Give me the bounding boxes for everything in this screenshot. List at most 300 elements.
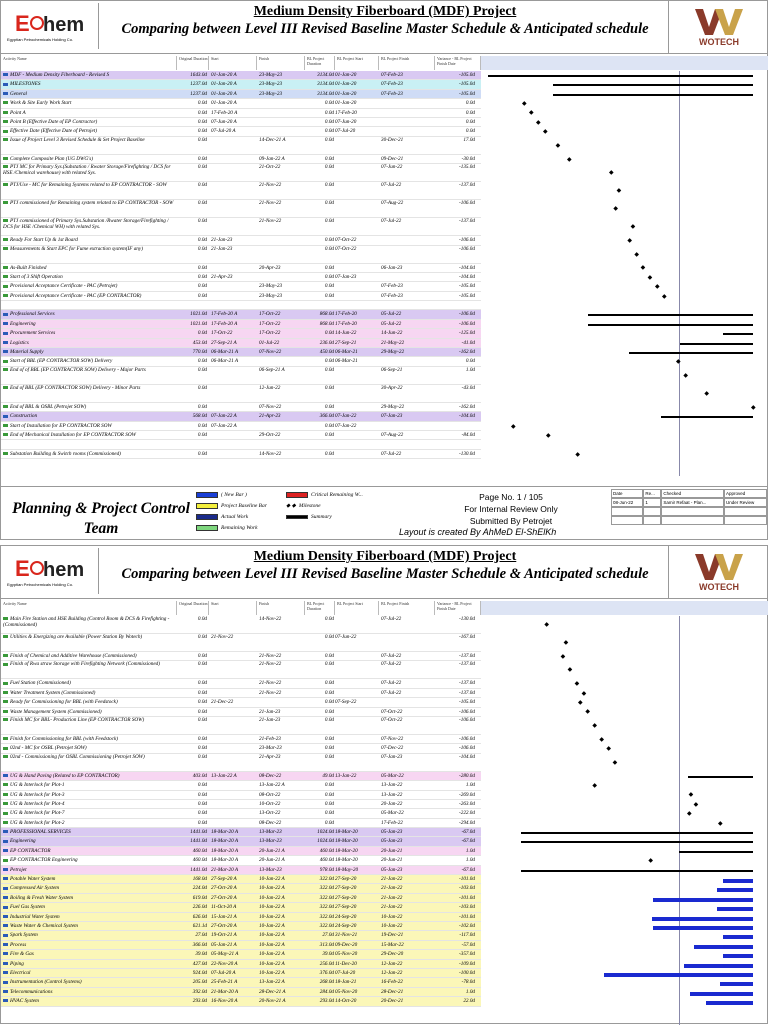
table-row	[1, 772, 481, 781]
original-duration-cell: 0.0d	[197, 810, 207, 817]
activity-icon	[3, 774, 8, 777]
submitted-by: Submitted By Petrojet	[469, 516, 553, 526]
project-title: Medium Density Fiberboard (MDF) Project	[253, 4, 517, 19]
original-duration-cell: 366.0d	[192, 941, 207, 948]
summary-bar	[652, 917, 753, 921]
original-duration-cell: 0.0d	[197, 819, 207, 826]
variance-cell: -263.0d	[459, 800, 475, 807]
bl-finish-cell: 07-Jul-22	[381, 182, 402, 189]
col-bl-start: BL Project Start	[335, 56, 379, 70]
start-date-cell: 11-Oct-20 A	[211, 904, 237, 911]
activity-icon	[3, 360, 8, 363]
bl-duration-cell: 0.0d	[324, 819, 334, 826]
original-duration-cell: 0.0d	[197, 273, 207, 280]
table-row	[1, 450, 481, 459]
activity-icon	[3, 990, 8, 993]
activity-icon	[3, 821, 8, 824]
bl-duration-cell: 3134.0d	[317, 90, 334, 97]
activity-icon	[3, 424, 8, 427]
activity-icon	[3, 934, 8, 937]
finish-date-cell: 17-Oct-22	[259, 330, 281, 337]
original-duration-cell: 226.0d	[192, 904, 207, 911]
variance-cell: -125.0d	[459, 330, 475, 337]
finish-date-cell: 21-Feb-23	[259, 735, 281, 742]
activity-icon	[3, 405, 8, 408]
bl-duration-cell: 0.0d	[324, 708, 334, 715]
bl-duration-cell: 322.0d	[319, 904, 334, 911]
bl-duration-cell: 460.0d	[319, 857, 334, 864]
gantt-chart-page-2	[481, 616, 768, 1025]
start-date-cell: 27-Oct-20 A	[211, 894, 237, 901]
milestone-diamond: ◆	[585, 709, 590, 716]
finish-date-cell: 10-Oct-22	[259, 800, 281, 807]
table-row	[1, 329, 481, 338]
col-start-2: Start	[209, 601, 257, 615]
table-row	[1, 118, 481, 127]
original-duration-cell: 0.0d	[197, 218, 207, 225]
original-duration-cell: 0.0d	[197, 753, 207, 760]
bl-start-cell: 14-Oct-20	[335, 998, 357, 1005]
table-row	[1, 292, 481, 301]
bl-start-cell: 07-Jun-20	[335, 118, 357, 125]
activity-name-cell: Ready for Commissioning for BBL (with Feedstock)	[3, 698, 175, 707]
col-variance-2: Variance - BL Project Finish Date	[435, 601, 481, 615]
activity-name-cell: Start of BBL (EP CONTRACTOR SOW) Delivery	[3, 357, 175, 366]
project-title-2: Medium Density Fiberboard (MDF) Project	[253, 549, 517, 564]
table-row	[1, 236, 481, 245]
bl-start-cell: 18-Mar-20	[335, 847, 358, 854]
activity-icon	[3, 238, 8, 241]
original-duration-cell: 1021.0d	[190, 320, 207, 327]
original-duration-cell: 0.0d	[197, 689, 207, 696]
bl-finish-cell: 05-Jan-23	[381, 838, 403, 845]
layout-credit: Layout is created By AhMeD El-ShElKh	[399, 527, 557, 537]
activity-icon	[3, 700, 8, 703]
milestone-diamond: ◆	[688, 792, 694, 799]
bl-duration-cell: 366.0d	[319, 413, 334, 420]
activity-name-cell: Fire & Gas	[3, 950, 175, 959]
legend-baseline: Project Baseline Bar	[196, 501, 267, 511]
bl-finish-cell: 21-Jan-22	[381, 904, 403, 911]
summary-bar	[588, 314, 753, 316]
finish-date-cell: 08-Dec-22	[259, 819, 282, 826]
finish-date-cell: 20-Nov-21 A	[259, 998, 286, 1005]
table-row	[1, 997, 481, 1006]
bl-finish-cell: 05-Jan-23	[381, 866, 403, 873]
activity-icon	[3, 452, 8, 455]
table-row	[1, 109, 481, 118]
finish-date-cell: 21-Oct-22	[259, 164, 281, 171]
original-duration-cell: 205.0d	[192, 979, 207, 986]
variance-cell: -104.0d	[459, 753, 475, 760]
table-row	[1, 903, 481, 912]
variance-cell: -102.0d	[459, 922, 475, 929]
bl-duration-cell: 322.0d	[319, 922, 334, 929]
variance-cell: -106.0d	[459, 245, 475, 252]
table-row	[1, 357, 481, 366]
bl-finish-cell: 05-Mar-22	[381, 772, 404, 779]
start-date-cell: 07-Jul-20 A	[211, 969, 236, 976]
activity-icon	[3, 285, 8, 288]
variance-cell: -106.0d	[459, 237, 475, 244]
start-date-cell: 01-Jan-20 A	[211, 72, 237, 78]
milestone-diamond: ◆	[634, 251, 639, 258]
activity-name-cell: Process	[3, 941, 175, 950]
variance-cell: -103.0d	[459, 904, 475, 911]
bl-duration-cell: 0.0d	[324, 653, 334, 659]
bl-start-cell: 07-Jul-20	[335, 969, 356, 976]
bl-duration-cell: 0.0d	[324, 128, 334, 135]
bl-finish-cell: 07-Jul-22	[381, 218, 402, 225]
activity-name-cell: Engineering	[3, 837, 175, 846]
activity-name-cell: UG & Interlock for Plot-2	[3, 819, 175, 828]
original-duration-cell: 0.0d	[197, 431, 207, 438]
activity-icon	[3, 943, 8, 946]
original-duration-cell: 427.0d	[192, 960, 207, 967]
bl-duration-cell: 0.0d	[324, 422, 334, 429]
variance-cell: -137.0d	[459, 689, 475, 696]
wotech-logo-2	[668, 546, 768, 598]
bl-finish-cell: 14-Jun-22	[381, 330, 403, 337]
milestone-diamond: ◆	[704, 391, 709, 397]
bl-finish-cell: 20-Jun-21	[381, 857, 403, 864]
finish-date-cell: 21-Jan-23	[259, 708, 281, 715]
table-row	[1, 164, 481, 182]
table-row	[1, 781, 481, 790]
bl-duration-cell: 0.0d	[324, 735, 334, 742]
rev-checked: Samir Refaat - Plan...	[661, 498, 724, 507]
finish-date-cell: 23-May-23	[259, 81, 283, 88]
start-date-cell: 01-Jan-20 A	[211, 81, 237, 88]
activity-name-cell: Electrical	[3, 969, 175, 978]
bl-duration-cell: 27.0d	[322, 932, 334, 939]
col-original-duration-2: Original Duration	[177, 601, 209, 615]
activity-icon	[3, 157, 8, 160]
activity-icon	[3, 915, 8, 918]
summary-bar	[521, 841, 753, 843]
start-date-cell: 27-Sep-20 A	[211, 876, 237, 883]
table-row	[1, 847, 481, 856]
bl-start-cell: 05-Nov-20	[335, 988, 358, 995]
table-row	[1, 941, 481, 950]
variance-cell: -222.0d	[459, 810, 475, 817]
variance-cell: -137.0d	[459, 661, 475, 668]
table-row	[1, 969, 481, 978]
finish-date-cell: 21-Nov-22	[259, 200, 282, 207]
activity-name-cell: PTJ commissioned of Primary Sys.Substation /Rwater Storage/Firefighting / DCS for HSE /Chemical WH) with related Sys.	[3, 218, 169, 231]
page-number: Page No. 1 / 105	[479, 492, 543, 502]
bl-finish-cell: 30-Apr-22	[381, 384, 403, 391]
summary-bar	[723, 935, 753, 939]
original-duration-cell: 0.0d	[197, 164, 207, 171]
bl-finish-cell: 07-Jul-22	[381, 450, 402, 457]
summary-bar	[720, 982, 753, 986]
activity-name-cell: HVAC System	[3, 997, 175, 1006]
finish-date-cell: 13-Jan-22 A	[259, 782, 285, 789]
table-row	[1, 218, 481, 236]
bl-finish-cell: 28-Dec-21	[381, 988, 404, 995]
table-row	[1, 264, 481, 273]
svg-text:hem: hem	[43, 14, 85, 36]
activity-name-cell: Piping	[3, 960, 175, 969]
bl-finish-cell: 13-Jan-22	[381, 782, 403, 789]
table-row	[1, 791, 481, 800]
activity-icon	[3, 101, 8, 104]
variance-cell: -104.0d	[459, 273, 475, 280]
bl-duration-cell: 0.0d	[324, 745, 334, 752]
start-date-cell: 21-Jan-23	[211, 237, 233, 244]
summary-bar	[521, 832, 753, 834]
col-start: Start	[209, 56, 257, 70]
activity-icon	[3, 971, 8, 974]
schedule-page-2	[0, 545, 768, 1024]
table-row	[1, 310, 481, 319]
finish-date-cell: 20-Jun-21 A	[259, 857, 285, 864]
bl-duration-cell: 978.0d	[319, 866, 334, 873]
table-row	[1, 246, 481, 264]
original-duration-cell: 0.0d	[197, 800, 207, 807]
table-row	[1, 931, 481, 940]
activity-icon	[3, 165, 8, 168]
finish-date-cell: 23-May-23	[259, 90, 283, 97]
finish-date-cell: 13-Mar-23	[259, 829, 282, 836]
original-duration-cell: 0.0d	[197, 699, 207, 706]
activity-icon	[3, 906, 8, 909]
activity-name-cell: EP CONTRACTOR Engineering	[3, 856, 175, 865]
finish-date-cell: 13-Mar-23	[259, 838, 282, 845]
activity-icon	[3, 111, 8, 114]
bl-duration-cell: 322.0d	[319, 913, 334, 920]
variance-cell: -104.0d	[459, 264, 475, 271]
bl-start-cell: 27-Sep-20	[335, 876, 357, 883]
variance-cell: -67.0d	[461, 838, 475, 845]
bl-duration-cell: 3134.0d	[317, 72, 334, 78]
bl-start-cell: 07-Jan-23	[335, 273, 357, 280]
table-row	[1, 200, 481, 218]
bl-finish-cell: 12-Jan-22	[381, 960, 403, 967]
bl-duration-cell: 0.0d	[324, 273, 334, 280]
original-duration-cell: 460.0d	[192, 847, 207, 854]
bl-finish-cell: 07-Aug-22	[381, 431, 404, 438]
activity-icon	[3, 868, 8, 871]
page-header	[1, 1, 768, 54]
revision-table	[611, 489, 767, 525]
finish-date-cell: 13-Mar-23	[259, 866, 282, 873]
original-duration-cell: 626.0d	[192, 913, 207, 920]
activity-name-cell: General	[3, 90, 175, 99]
finish-date-cell: 13-Jan-22 A	[259, 979, 285, 986]
activity-name-cell: MDF - Medium Density Fiberboard - Revised S	[3, 71, 175, 80]
bl-finish-cell: 07-Oct-22	[381, 716, 403, 723]
finish-date-cell: 23-Mar-23	[259, 745, 282, 752]
milestone-diamond: ◆	[560, 653, 566, 660]
original-duration-cell: 0.0d	[197, 366, 207, 373]
activity-icon	[3, 247, 8, 250]
table-row	[1, 320, 481, 329]
echem-logo	[3, 3, 99, 49]
bl-duration-cell: 1024.0d	[317, 829, 334, 836]
variance-cell: 17.0d	[463, 136, 475, 143]
finish-date-cell: 13-Oct-22	[259, 810, 281, 817]
milestone-diamond: ◆	[574, 681, 580, 688]
activity-name-cell: Construction	[3, 412, 175, 421]
bl-finish-cell: 07-Feb-23	[381, 90, 403, 97]
bl-finish-cell: 07-Jan-23	[381, 413, 403, 420]
bl-finish-cell: 06-Sep-21	[381, 366, 403, 373]
table-row	[1, 754, 481, 772]
original-duration-cell: 0.0d	[197, 245, 207, 252]
activity-icon	[3, 981, 8, 984]
table-row	[1, 875, 481, 884]
bl-duration-cell: 0.0d	[324, 680, 334, 687]
table-row	[1, 137, 481, 155]
finish-date-cell: 23-May-23	[259, 283, 283, 290]
activity-name-cell: MILESTONES	[3, 80, 175, 89]
bl-finish-cell: 07-Jul-22	[381, 653, 402, 659]
bl-finish-cell: 07-Jul-22	[381, 680, 402, 687]
bl-start-cell: 27-Sep-20	[335, 885, 357, 892]
bl-start-cell: 18-Mar-20	[335, 829, 358, 836]
original-duration-cell: 1237.0d	[190, 90, 207, 97]
bl-finish-cell: 07-Feb-23	[381, 72, 403, 78]
original-duration-cell: 0.0d	[197, 100, 207, 107]
summary-bar	[588, 324, 753, 326]
table-row	[1, 155, 481, 164]
bl-start-cell: 18-May-20	[335, 866, 359, 873]
activity-icon	[3, 747, 8, 750]
page-info	[431, 491, 591, 527]
finish-date-cell: 08-Oct-22	[259, 791, 281, 798]
activity-icon	[3, 415, 8, 418]
activity-icon	[3, 313, 8, 316]
table-row	[1, 894, 481, 903]
table-row	[1, 412, 481, 421]
milestone-diamond: ◆	[647, 274, 653, 281]
bl-start-cell: 18-Jan-21	[335, 979, 357, 986]
finish-date-cell: 21-Nov-22	[259, 653, 282, 659]
svg-text:E: E	[15, 556, 30, 581]
bl-finish-cell: 21-Jan-22	[381, 885, 403, 892]
activity-name-cell: End of BBL (EP CONTRACTOR SOW) Delivery - Minor Parts	[3, 385, 175, 391]
variance-cell: -101.0d	[459, 894, 475, 901]
bl-duration-cell: 0.0d	[324, 358, 334, 365]
bl-start-cell: 14-Jun-22	[335, 330, 357, 337]
finish-date-cell: 29-Oct-22	[259, 431, 281, 438]
activity-icon	[3, 332, 8, 335]
variance-cell: -41.0d	[461, 339, 475, 346]
activity-name-cell: Potable Water System	[3, 875, 175, 884]
activity-name-cell: UG & Interlock for Plot-7	[3, 809, 175, 818]
activity-name-cell: Substation Building & Switch rooms (Commissioned)	[3, 450, 175, 459]
bl-duration-cell: 460.0d	[319, 847, 334, 854]
activity-name-cell: UG & Interlock for Plot-1	[3, 781, 175, 790]
milestone-diamond: ◆	[563, 640, 569, 646]
wotech-wordmark: WOTECH	[699, 37, 739, 47]
bl-start-cell: 01-Jan-20	[335, 90, 357, 97]
bl-duration-cell: 0.0d	[324, 403, 334, 410]
original-duration-cell: 1441.0d	[190, 838, 207, 845]
table-row	[1, 301, 481, 310]
original-duration-cell: 1237.0d	[190, 81, 207, 88]
summary-bar	[680, 343, 753, 345]
table-row	[1, 950, 481, 959]
activity-icon	[3, 350, 8, 353]
activity-name-cell: Complete Composite Plan (UG DWG's)	[3, 155, 175, 164]
finish-date-cell: 21-Nov-22	[259, 661, 282, 668]
bl-duration-cell: 1024.0d	[317, 838, 334, 845]
bl-start-cell: 01-Jan-20	[335, 81, 357, 88]
bl-start-cell: 06-Mar-21	[335, 349, 358, 356]
bl-start-cell: 18-Mar-20	[335, 838, 358, 845]
bl-duration-cell: 868.0d	[319, 311, 334, 318]
finish-date-cell: 10-Jan-22 A	[259, 922, 285, 929]
original-duration-cell: 0.0d	[197, 155, 207, 162]
start-date-cell: 05-May-21 A	[211, 951, 239, 958]
variance-cell: 0.0d	[465, 118, 475, 125]
original-duration-cell: 0.0d	[197, 136, 207, 143]
bl-duration-cell: 0.0d	[324, 800, 334, 807]
bl-duration-cell: 0.0d	[324, 810, 334, 817]
milestone-diamond: ◆	[627, 237, 632, 244]
variance-cell: 1.0d	[465, 988, 475, 995]
start-date-cell: 05-Jan-21 A	[211, 941, 237, 948]
milestone-diamond: ◆	[592, 723, 597, 729]
activity-name-cell: Water Treatment System (Commissioned)	[3, 689, 175, 698]
milestone-diamond: ◆	[676, 359, 681, 366]
activity-icon	[3, 266, 8, 269]
finish-date-cell: 23-May-23	[259, 292, 283, 299]
table-row	[1, 616, 481, 634]
activity-name-cell: Compressed Air System	[3, 884, 175, 893]
bl-finish-cell: 20-Dec-21	[381, 998, 404, 1005]
finish-date-cell: 21-Apr-23	[259, 753, 281, 760]
summary-bar	[684, 964, 753, 968]
finish-date-cell: 07-Nov-22	[259, 403, 282, 410]
milestone-diamond: ◆	[543, 129, 548, 136]
summary-bar	[694, 945, 753, 949]
legend-new-bar: ( New Bar )	[196, 490, 247, 500]
start-date-cell: 17-Oct-22	[211, 330, 233, 337]
start-date-cell: 19-Oct-21 A	[211, 932, 237, 939]
activity-icon	[3, 999, 8, 1002]
bl-duration-cell: 293.0d	[319, 998, 334, 1005]
variance-cell: -137.0d	[459, 653, 475, 659]
activity-icon	[3, 710, 8, 713]
activity-name-cell: PTJ commissioned for Remaining system related to EP CONTRACTOR - SOW	[3, 200, 175, 206]
bl-duration-cell: 0.0d	[324, 716, 334, 723]
table-row	[1, 652, 481, 661]
col-bl-finish-2: BL Project Finish	[379, 601, 435, 615]
bl-finish-cell: 07-Jul-22	[381, 689, 402, 696]
activity-icon	[3, 887, 8, 890]
summary-bar	[706, 1001, 753, 1005]
start-date-cell: 01-Jan-20 A	[211, 90, 237, 97]
activity-name-cell: Start of Installation for EP CONTRACTOR SOW	[3, 422, 175, 431]
activity-name-cell: Logistics	[3, 339, 175, 348]
bl-duration-cell: 0.0d	[324, 182, 334, 189]
variance-cell: -67.0d	[461, 866, 475, 873]
table-row	[1, 960, 481, 969]
table-row	[1, 339, 481, 348]
table-row	[1, 837, 481, 846]
activity-icon	[3, 849, 8, 852]
original-duration-cell: 621.1d	[192, 922, 207, 929]
original-duration-cell: 0.0d	[197, 735, 207, 742]
activity-name-cell: Measurements & Start EPC for Fume extraction system(IF any)	[3, 246, 175, 252]
variance-cell: 1.0d	[465, 782, 475, 789]
start-date-cell: 18-Mar-20 A	[211, 838, 239, 845]
bl-duration-cell: 868.0d	[319, 320, 334, 327]
